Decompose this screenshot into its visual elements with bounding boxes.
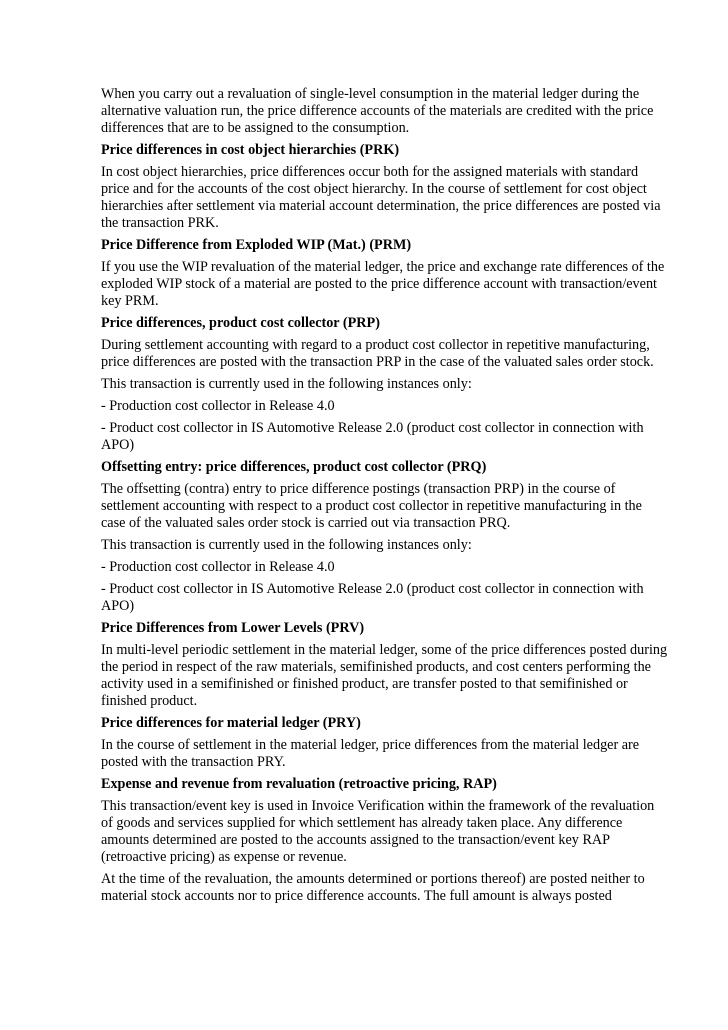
section-heading-prv: Price Differences from Lower Levels (PRV) [101,620,365,636]
paragraph: When you carry out a revaluation of single-level consumption in the material ledger during the alternative valuation run, the price difference accounts of the materials are credited with the price differences that are to be assigned to the consumption. [101,86,654,136]
paragraph: If you use the WIP revaluation of the material ledger, the price and exchange rate differences of the exploded WIP stock of a material are posted to the price difference account with transaction/event key PRM. [101,259,665,309]
list-item: - Product cost collector in IS Automotive Release 2.0 (product cost collector in connection with APO) [101,581,644,614]
section-heading-prp: Price differences, product cost collector (PRP) [101,315,380,331]
paragraph: During settlement accounting with regard to a product cost collector in repetitive manufacturing, price differences are posted with the transaction PRP in the case of the valuated sales order stock. [101,337,654,370]
section-heading-prq: Offsetting entry: price differences, product cost collector (PRQ) [101,459,487,475]
list-item: - Production cost collector in Release 4.0 [101,398,335,414]
paragraph: In the course of settlement in the material ledger, price differences from the material ledger are posted with the transaction PRY. [101,737,640,770]
paragraph: This transaction is currently used in the following instances only: [101,376,472,392]
section-heading-prk: Price differences in cost object hierarchies (PRK) [101,142,400,158]
paragraph: This transaction is currently used in the following instances only: [101,537,472,553]
section-heading-prm: Price Difference from Exploded WIP (Mat.) (PRM) [101,237,412,253]
section-heading-rap: Expense and revenue from revaluation (retroactive pricing, RAP) [101,776,497,792]
list-item: - Production cost collector in Release 4.0 [101,559,335,575]
paragraph: In multi-level periodic settlement in the material ledger, some of the price differences posted during the period in respect of the raw materials, semifinished products, and cost centers performing the activity used in a semifinished or finished product, are transfer posted to that semifinished or finished product. [101,642,668,709]
paragraph: In cost object hierarchies, price differences occur both for the assigned materials with standard price and for the accounts of the cost object hierarchy. In the course of settlement for cost object hierarchies after settlement via material account determination, the price differences are posted via the transaction PRK. [101,164,661,231]
list-item: - Product cost collector in IS Automotive Release 2.0 (product cost collector in connection with APO) [101,420,644,453]
section-heading-pry: Price differences for material ledger (PRY) [101,715,361,731]
paragraph: This transaction/event key is used in Invoice Verification within the framework of the revaluation of goods and services supplied for which settlement has already taken place. Any difference amounts determined are posted to the accounts assigned to the transaction/event key RAP (retroactive pricing) as expense or revenue. [101,798,655,865]
paragraph: The offsetting (contra) entry to price difference postings (transaction PRP) in the course of settlement accounting with respect to a product cost collector in repetitive manufacturing in the case of the valuated sales order stock is carried out via transaction PRQ. [101,481,642,531]
paragraph: At the time of the revaluation, the amounts determined or portions thereof) are posted neither to material stock accounts nor to price difference accounts. The full amount is always posted [101,871,645,904]
